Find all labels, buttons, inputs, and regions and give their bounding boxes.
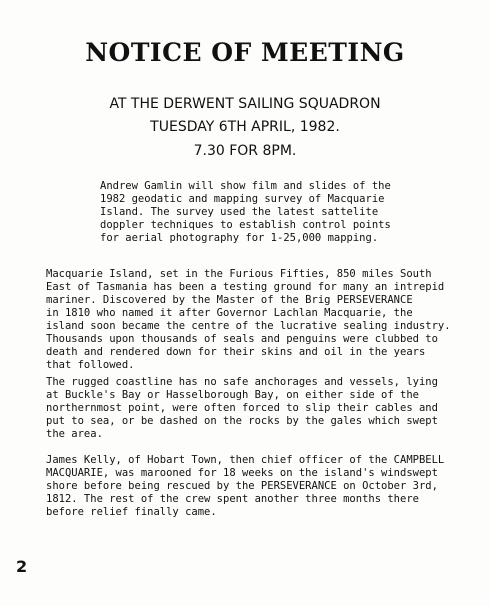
paragraph-line: mariner. Discovered by the Master of the Brig PERSEVERANCE xyxy=(46,294,413,306)
paragraph-line: 1982 geodatic and mapping survey of Macquarie xyxy=(100,193,385,205)
paragraph-line: Island. The survey used the latest sattelite xyxy=(100,206,379,218)
paragraph-line: shore before being rescued by the PERSEVERANCE on October 3rd, xyxy=(46,480,438,492)
paragraph-line: that followed. xyxy=(46,359,135,371)
paragraph-line: Andrew Gamlin will show film and slides of the xyxy=(100,180,391,192)
paragraph-film-announcement xyxy=(100,180,391,245)
paragraph-line: northernmost point, were often forced to slip their cables and xyxy=(46,402,438,414)
paragraph-james-kelly xyxy=(46,454,444,519)
paragraph-line: put to sea, or be dashed on the rocks by the gales which swept xyxy=(46,415,438,427)
paragraph-line: Macquarie Island, set in the Furious Fifties, 850 miles South xyxy=(46,268,432,280)
meeting-venue: AT THE DERWENT SAILING SQUADRON xyxy=(109,96,381,112)
paragraph-line: The rugged coastline has no safe anchorages and vessels, lying xyxy=(46,376,438,388)
paragraph-line: James Kelly, of Hobart Town, then chief officer of the CAMPBELL xyxy=(46,454,445,466)
paragraph-line: the area. xyxy=(46,428,103,440)
meeting-time: 7.30 FOR 8PM. xyxy=(193,143,297,159)
paragraph-line: in 1810 who named it after Governor Lachlan Macquarie, the xyxy=(46,307,413,319)
paragraph-line: 1812. The rest of the crew spent another three months there xyxy=(46,493,419,505)
paragraph-line: for aerial photography for 1-25,000 mapping. xyxy=(100,232,379,244)
paragraph-coastline xyxy=(46,376,438,441)
paragraph-line: doppler techniques to establish control points xyxy=(100,219,391,231)
meeting-date: TUESDAY 6TH APRIL, 1982. xyxy=(150,119,340,135)
paragraph-line: island soon became the centre of the lucrative sealing industry. xyxy=(46,320,451,332)
paragraph-island-history xyxy=(46,268,451,372)
paragraph-line: East of Tasmania has been a testing ground for many an intrepid xyxy=(46,281,445,293)
paragraph-line: death and rendered down for their skins and oil in the years xyxy=(46,346,426,358)
paragraph-line: Thousands upon thousands of seals and penguins were clubbed to xyxy=(46,333,438,345)
paragraph-line: MACQUARIE, was marooned for 18 weeks on the island's windswept xyxy=(46,467,438,479)
paragraph-line: at Buckle's Bay or Hasselborough Bay, on either side of the xyxy=(46,389,419,401)
paragraph-line: before relief finally came. xyxy=(46,506,217,518)
page-number: 2 xyxy=(16,557,28,576)
notice-title: NOTICE OF MEETING xyxy=(85,38,405,67)
